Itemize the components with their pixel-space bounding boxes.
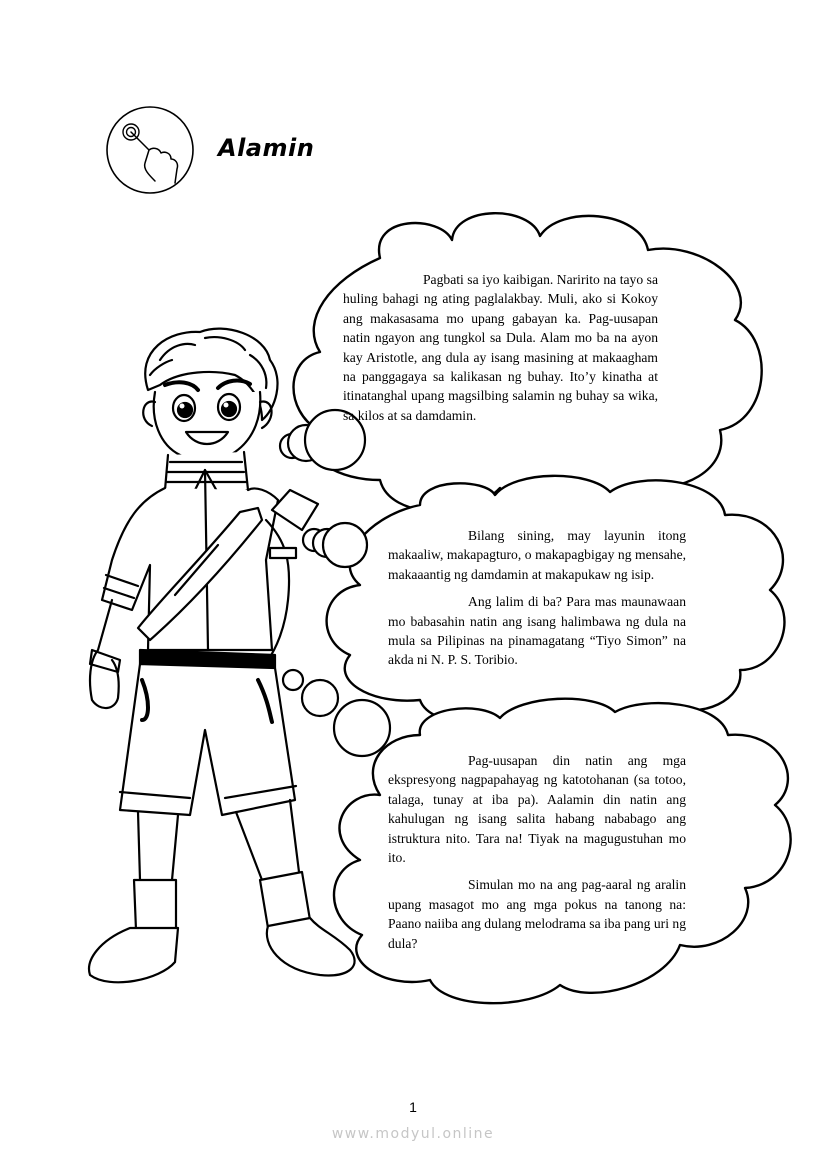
bubble-1-paragraph-1: Pagbati sa iyo kaibigan. Naririto na tayo sa huling bahagi ng ating paglalakbay. Muli, ako si Kokoy ang makasasama mo upang gabayan ka. Pag-uusapan natin ngayon ang tungkol sa Dula. Alam mo ba na ayon kay Aristotle, ang dula ay isang masining at makaagham na panggagaya sa kalikasan ng buhay. Ito’y kinatha at itinatanghal upang magsilbing salamin ng buhay sa wika, sa kilos at sa damdamin. <box>343 272 658 423</box>
bubble-3-text <box>388 751 686 953</box>
section-title: Alamin <box>218 134 315 162</box>
page-number: 1 <box>409 1099 417 1115</box>
bubble-3-paragraph-1: Pag-uusapan din natin ang mga ekspresyong nagpapahayag ng katotohanan (sa totoo, talaga, tunay at iba pa). Aalamin din natin ang kahulugan ng isang salita habang nababago ang istruktura nito. Tara na! Tiyak na magugustuhan mo ito. <box>388 753 686 866</box>
bubble-2-text <box>388 526 686 706</box>
bubble-3-paragraph-2: Simulan mo na ang pag-aaral ng aralin upang masagot mo ang mga pokus na tanong na: Paano naiiba ang dulang melodrama sa iba pang uri ng dula? <box>388 877 686 951</box>
bubble-2-paragraph-2: Ang lalim di ba? Para mas maunawaan mo babasahin natin ang isang halimbawa ng dula na mula sa Pilipinas na pinamagatang “Tiyo Simon” na akda ni N. P. S. Toribio. <box>388 594 686 668</box>
bubble-2-paragraph-1: Bilang sining, may layunin itong makaaliw, makapagturo, o makapagbigay ng mensahe, makaaantig ng damdamin at makapukaw ng isip. <box>388 528 686 582</box>
touch-hand-icon <box>105 105 195 195</box>
watermark: www.modyul.online <box>331 1126 495 1142</box>
bubble-1-text <box>343 270 658 425</box>
